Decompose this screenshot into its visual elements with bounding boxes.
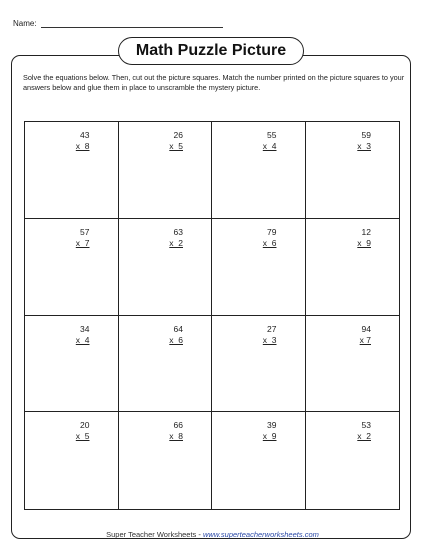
multiplication-problem — [237, 420, 277, 442]
top-number: 66 — [173, 420, 183, 431]
multiplier: x 9 — [357, 237, 371, 248]
multiplication-problem — [143, 227, 183, 249]
problem-cell — [25, 412, 119, 509]
multiplication-problem — [50, 130, 90, 152]
multiplier: x 9 — [262, 431, 277, 442]
multiplier: x 3 — [262, 334, 277, 345]
multiplier: x 4 — [262, 141, 277, 151]
multiplier: x 2 — [357, 431, 371, 442]
instructions: Solve the equations below. Then, cut out the picture squares. Match the number printed on the picture squares to your answers below and glue them in place to unscramble the mystery picture. — [23, 73, 405, 92]
problem-cell — [25, 122, 119, 219]
multiplication-problem — [143, 324, 183, 346]
multiplier: x 6 — [262, 237, 277, 248]
problem-cell — [119, 412, 213, 509]
page-title: Math Puzzle Picture — [118, 37, 304, 65]
top-number: 79 — [267, 226, 277, 237]
problem-cell — [25, 219, 119, 316]
problem-cell — [212, 412, 306, 509]
multiplication-problem — [331, 420, 371, 442]
top-number: 39 — [267, 420, 277, 431]
multiplier: x 4 — [75, 334, 90, 345]
problem-cell — [119, 219, 213, 316]
problem-cell — [119, 316, 213, 413]
multiplier: x 7 — [359, 334, 371, 345]
top-number: 26 — [173, 130, 183, 140]
multiplication-problem — [237, 324, 277, 346]
name-field — [13, 19, 223, 28]
problem-cell — [212, 122, 306, 219]
multiplier: x 8 — [169, 431, 183, 442]
multiplication-problem — [50, 420, 90, 442]
footer-url: www.superteacherworksheets.com — [202, 530, 319, 539]
multiplier: x 5 — [75, 431, 90, 442]
top-number: 59 — [361, 130, 371, 140]
multiplication-problem — [237, 227, 277, 249]
top-number: 57 — [80, 226, 90, 237]
problem-cell — [306, 122, 400, 219]
footer — [0, 530, 425, 539]
multiplication-problem — [331, 227, 371, 249]
top-number: 43 — [80, 130, 90, 140]
problem-cell — [306, 412, 400, 509]
multiplier: x 3 — [357, 141, 371, 151]
top-number: 53 — [361, 420, 371, 431]
multiplier: x 5 — [169, 141, 183, 151]
top-number: 64 — [173, 323, 183, 334]
footer-prefix: Super Teacher Worksheets - — [106, 530, 203, 539]
multiplication-problem — [331, 130, 371, 152]
multiplier: x 6 — [169, 334, 183, 345]
multiplication-problem — [143, 130, 183, 152]
multiplication-problem — [331, 324, 371, 346]
multiplier: x 7 — [75, 237, 90, 248]
top-number: 63 — [173, 226, 183, 237]
problem-cell — [25, 316, 119, 413]
multiplication-problem — [50, 324, 90, 346]
top-number: 27 — [267, 323, 277, 334]
problem-cell — [212, 316, 306, 413]
multiplier: x 8 — [75, 141, 90, 151]
top-number: 94 — [361, 323, 371, 334]
multiplication-problem — [50, 227, 90, 249]
name-label: Name: — [13, 19, 37, 28]
problem-cell — [306, 219, 400, 316]
problem-cell — [119, 122, 213, 219]
multiplication-problem — [143, 420, 183, 442]
multiplier: x 2 — [169, 237, 183, 248]
multiplication-problem — [237, 130, 277, 152]
top-number: 20 — [80, 420, 90, 431]
name-line[interactable] — [41, 19, 223, 28]
problem-cell — [212, 219, 306, 316]
top-number: 34 — [80, 323, 90, 334]
top-number: 12 — [361, 226, 371, 237]
problem-cell — [306, 316, 400, 413]
top-number: 55 — [267, 130, 277, 140]
problem-grid — [24, 121, 400, 510]
